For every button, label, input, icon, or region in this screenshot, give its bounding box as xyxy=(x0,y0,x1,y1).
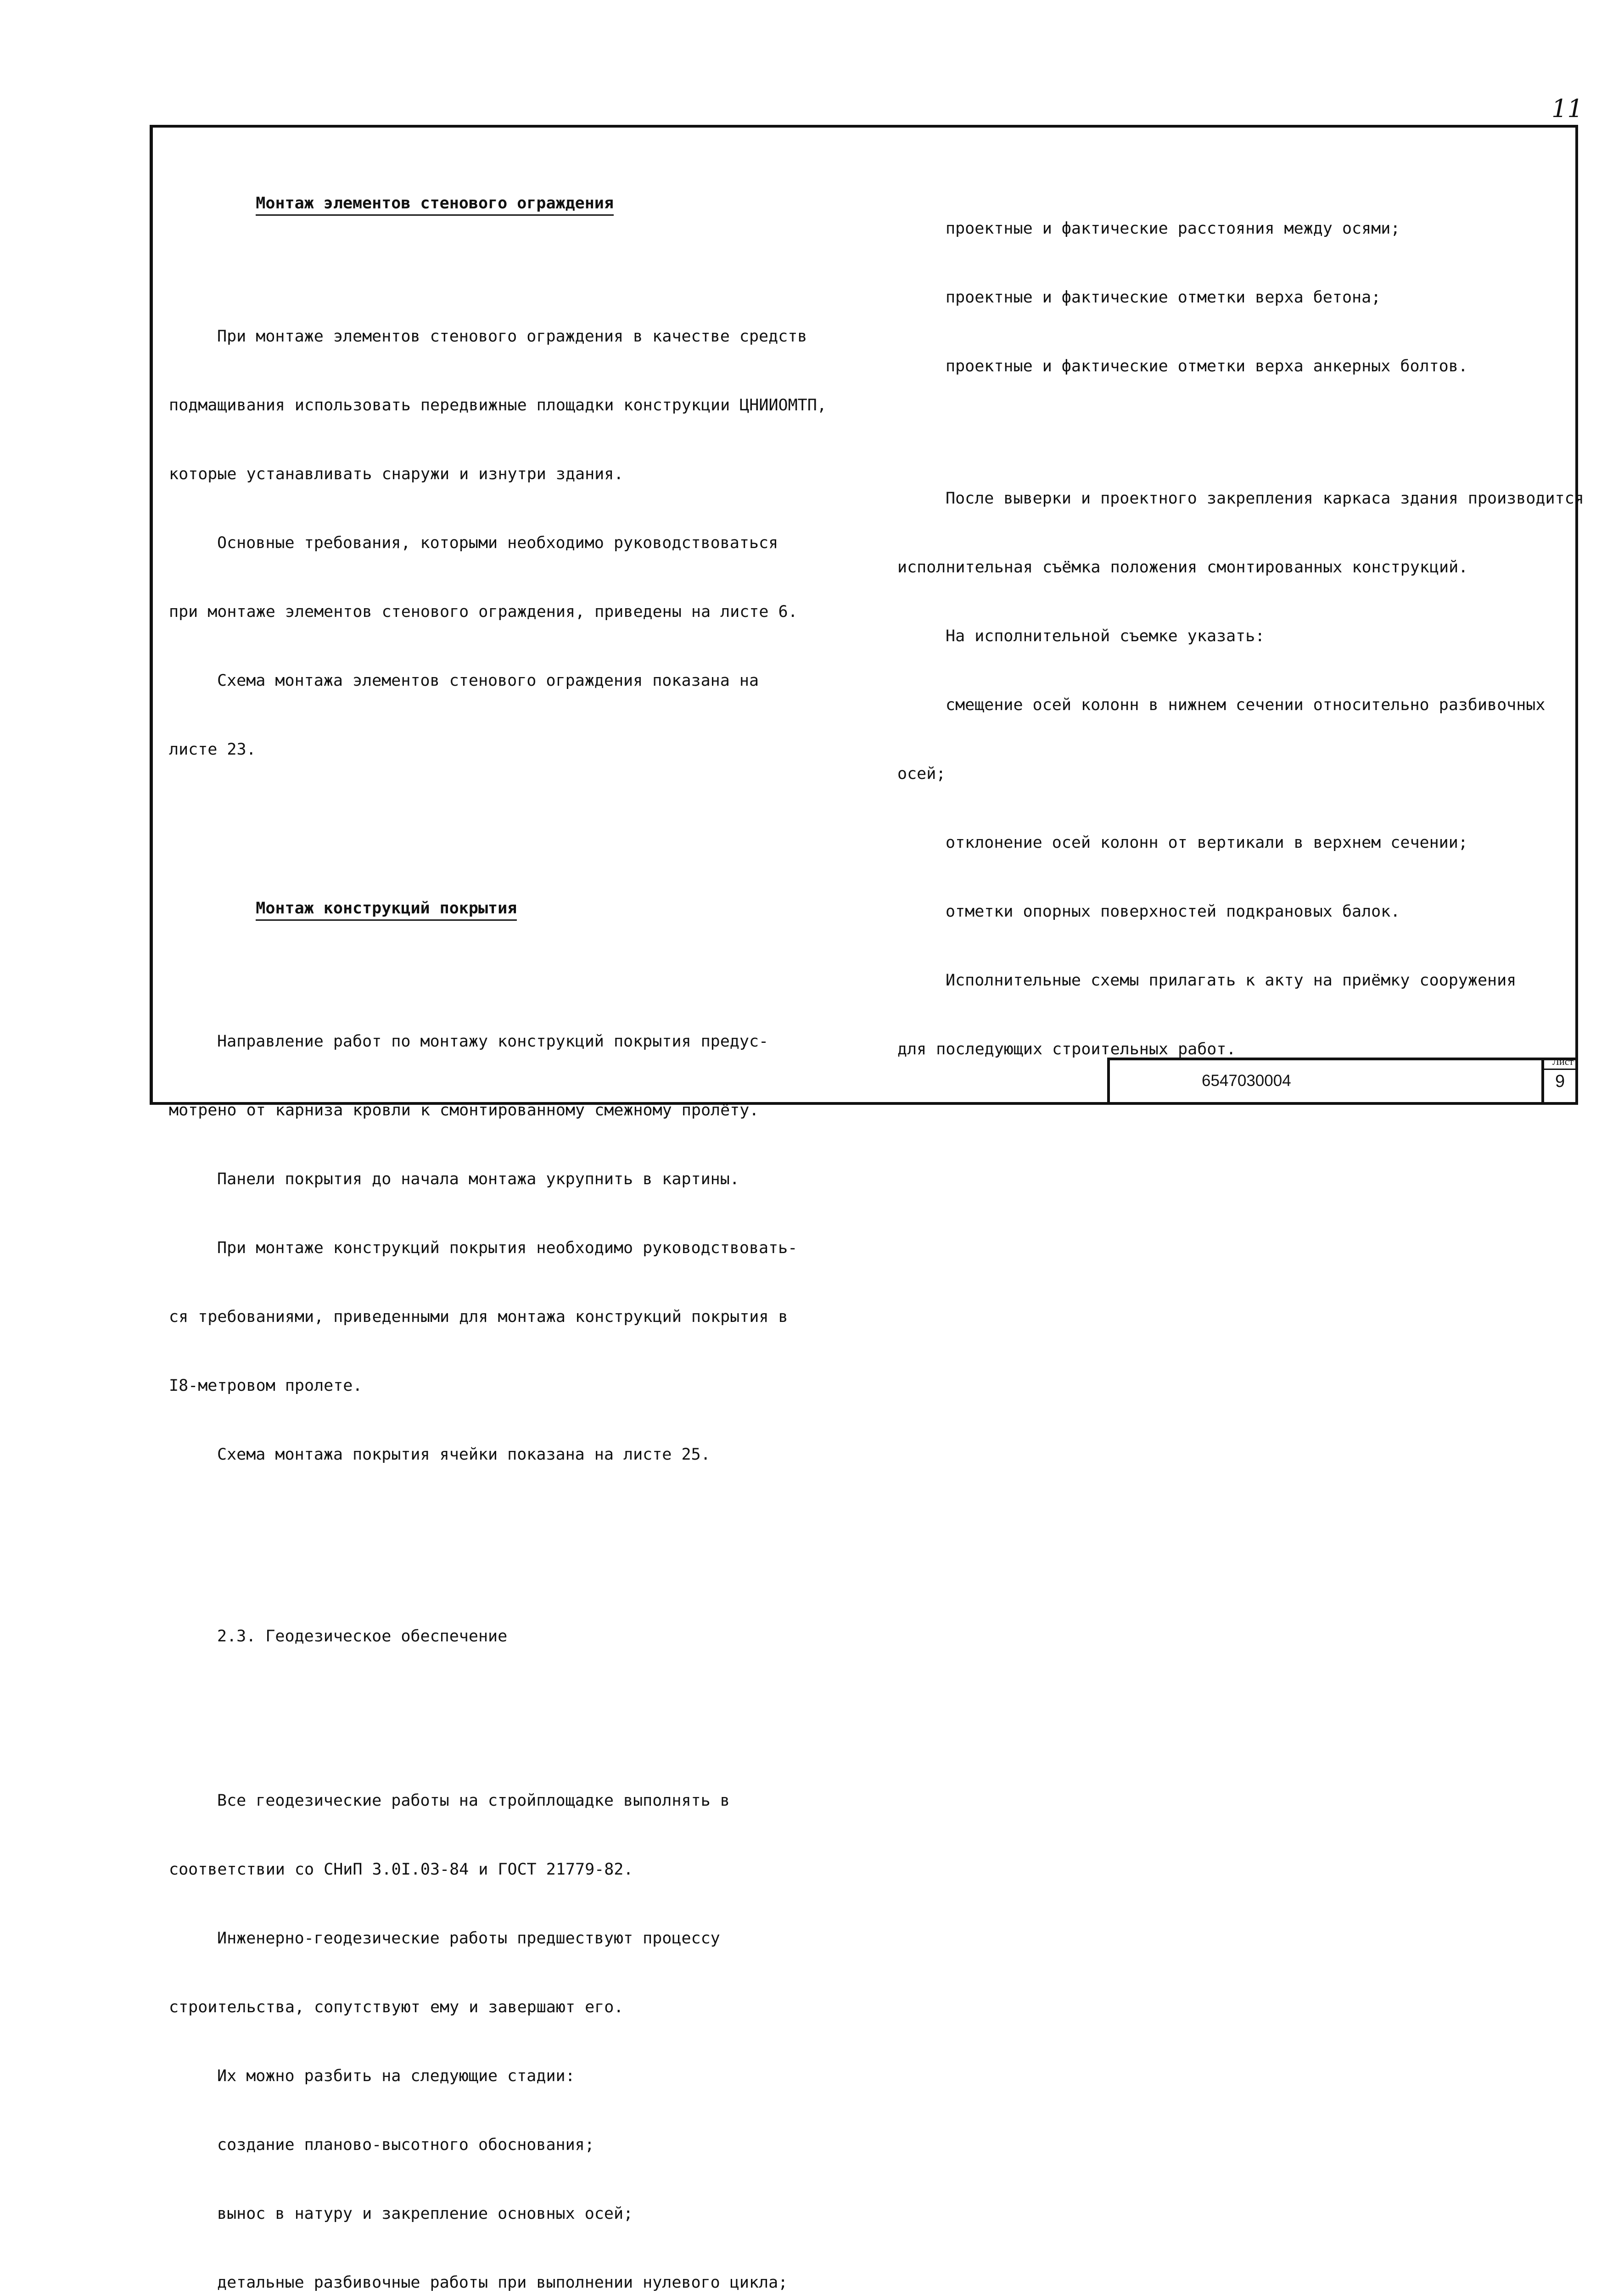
paragraph-line: исполнительная съёмка положения смонтированных конструкций. xyxy=(897,558,1468,577)
paragraph-line: На исполнительной съемке указать: xyxy=(946,627,1265,645)
paragraph-line: Их можно разбить на следующие стадии: xyxy=(217,2067,575,2085)
sheet-label-underline xyxy=(1544,1069,1578,1070)
document-code: 6547030004 xyxy=(1202,1072,1291,1090)
paragraph-line: ся требованиями, приведенными для монтажа конструкций покрытия в xyxy=(169,1308,788,1326)
list-item: проектные и фактические расстояния между осями; xyxy=(946,219,1400,238)
section-heading-geodesy: 2.3. Геодезическое обеспечение xyxy=(217,1627,508,1646)
paragraph-line: листе 23. xyxy=(169,740,256,759)
list-item: вынос в натуру и закрепление основных осей; xyxy=(217,2205,633,2223)
sheet-number: 9 xyxy=(1555,1072,1565,1091)
paragraph-line: Все геодезические работы на стройплощадке выполнять в xyxy=(217,1791,730,1810)
title-block xyxy=(1107,1058,1578,1105)
paragraph-line: Схема монтажа элементов стенового ограждения показана на xyxy=(217,672,759,690)
paragraph-line: После выверки и проектного закрепления каркаса здания производится xyxy=(946,489,1584,508)
paragraph-line: смещение осей колонн в нижнем сечении относительно разбивочных xyxy=(946,696,1546,714)
paragraph-line: осей; xyxy=(897,765,946,783)
list-item: детальные разбивочные работы при выполнении нулевого цикла; xyxy=(217,2273,788,2292)
title-block-divider xyxy=(1541,1058,1544,1105)
paragraph-line: Панели покрытия до начала монтажа укрупнить в картины. xyxy=(217,1170,739,1188)
paragraph-line: подмащивания использовать передвижные площадки конструкции ЦНИИОМТП, xyxy=(169,396,827,414)
paragraph-line: Инженерно-геодезические работы предшествуют процессу xyxy=(217,1929,720,1948)
page-number: 11 xyxy=(1551,94,1583,123)
sheet-label: Лист xyxy=(1552,1056,1574,1067)
section-heading-roof: Монтаж конструкций покрытия xyxy=(256,898,517,921)
paragraph-line: для последующих строительных работ. xyxy=(897,1040,1236,1058)
paragraph-line: Основные требования, которыми необходимо руководствоваться xyxy=(217,534,778,552)
paragraph-line: строительства, сопутствуют ему и завершают его. xyxy=(169,1998,624,2016)
section-heading-wall: Монтаж элементов стенового ограждения xyxy=(256,193,614,216)
paragraph-line: При монтаже конструкций покрытия необходимо руководствовать- xyxy=(217,1239,798,1257)
paragraph-line: При монтаже элементов стенового ограждения в качестве средств xyxy=(217,327,807,346)
paragraph-line: Исполнительные схемы прилагать к акту на приёмку сооружения xyxy=(946,971,1517,990)
paragraph-line: Направление работ по монтажу конструкций покрытия предус- xyxy=(217,1032,769,1051)
list-item: проектные и фактические отметки верха бетона; xyxy=(946,288,1381,307)
list-item: создание планово-высотного обоснования; xyxy=(217,2136,594,2154)
paragraph-line: I8-метровом пролете. xyxy=(169,1377,363,1395)
paragraph-line: Схема монтажа покрытия ячейки показана на листе 25. xyxy=(217,1445,711,1464)
paragraph-line: при монтаже элементов стенового ограждения, приведены на листе 6. xyxy=(169,603,798,621)
left-column xyxy=(169,169,827,2295)
paragraph-line: мотрено от карниза кровли к смонтированному смежному пролёту. xyxy=(169,1101,759,1120)
paragraph-line: соответствии со СНиП 3.0I.03-84 и ГОСТ 21779-82. xyxy=(169,1860,633,1879)
list-item: проектные и фактические отметки верха анкерных болтов. xyxy=(946,357,1468,375)
list-item: отклонение осей колонн от вертикали в верхнем сечении; xyxy=(946,834,1468,852)
list-item: отметки опорных поверхностей подкрановых балок. xyxy=(946,902,1400,921)
paragraph-line: которые устанавливать снаружи и изнутри здания. xyxy=(169,465,624,483)
right-column xyxy=(897,171,1584,1107)
